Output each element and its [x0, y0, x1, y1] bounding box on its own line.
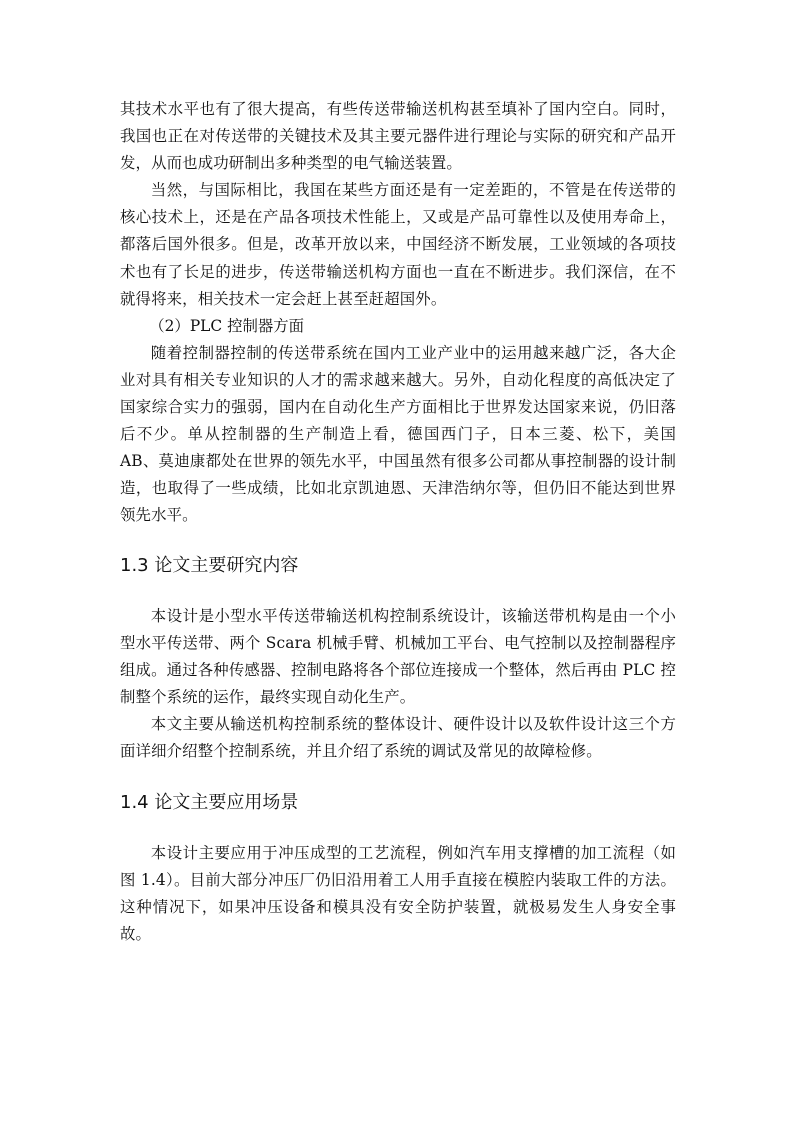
section-heading-1-3: 1.3 论文主要研究内容 — [120, 554, 299, 576]
paragraph-international-gap: 当然，与国际相比，我国在某些方面还是有一定差距的，不管是在传送带的核心技术上，还是在产品各项技术性能上，又或是产品可靠性以及使用寿命上，都落后国外很多。但是，改革开放以来，中国经济不断发展，工业领域的各项技术也有了长足的进步，传送带输送机构方面也一直在不断进步。我们深信，在不就得将来，相关技术一定会赶上甚至赶超国外。 — [120, 181, 676, 308]
paragraph-design-overview: 本设计是小型水平传送带输送机构控制系统设计，该输送带机构是由一个小型水平传送带、两个 Scara 机械手臂、机械加工平台、电气控制以及控制器程序组成。通过各种传感器、控制电路将各个部位连接成一个整体，然后再由 PLC 控制整个系统的运作，最终实现自动化生产。 — [120, 606, 676, 706]
paragraph-application-scenario: 本设计主要应用于冲压成型的工艺流程，例如汽车用支撑槽的加工流程（如图 1.4）。目前大部分冲压厂仍旧沿用着工人用手直接在模腔内装取工件的方法。这种情况下，如果冲压设备和模具没有安全防护装置，就极易发生人身安全事故。 — [120, 844, 676, 944]
paragraph-plc-status: 随着控制器控制的传送带系统在国内工业产业中的运用越来越广泛，各大企业对具有相关专业知识的人才的需求越来越大。另外，自动化程度的高低决定了国家综合实力的强弱，国内在自动化生产方面相比于世界发达国家来说，仍旧落后不少。单从控制器的生产制造上看，德国西门子，日本三菱、松下，美国 AB、莫迪康都处在世界的领先水平，中国虽然有很多公司都从事控制器的设计制造，也取得了一些成绩，比如北京凯迪恩、天津浩纳尔等，但仍旧不能达到世界领先水平。 — [120, 343, 676, 525]
paragraph-paper-structure: 本文主要从输送机构控制系统的整体设计、硬件设计以及软件设计这三个方面详细介绍整个控制系统，并且介绍了系统的调试及常见的故障检修。 — [120, 714, 676, 760]
paragraph-tech-level: 其技术水平也有了很大提高，有些传送带输送机构甚至填补了国内空白。同时，我国也正在对传送带的关键技术及其主要元器件进行理论与实际的研究和产品开发，从而也成功研制出多种类型的电气输送装置。 — [120, 100, 676, 173]
section-heading-1-4: 1.4 论文主要应用场景 — [120, 792, 299, 814]
document-page — [120, 96, 676, 948]
subheading-plc-controller: （2）PLC 控制器方面 — [149, 316, 305, 335]
